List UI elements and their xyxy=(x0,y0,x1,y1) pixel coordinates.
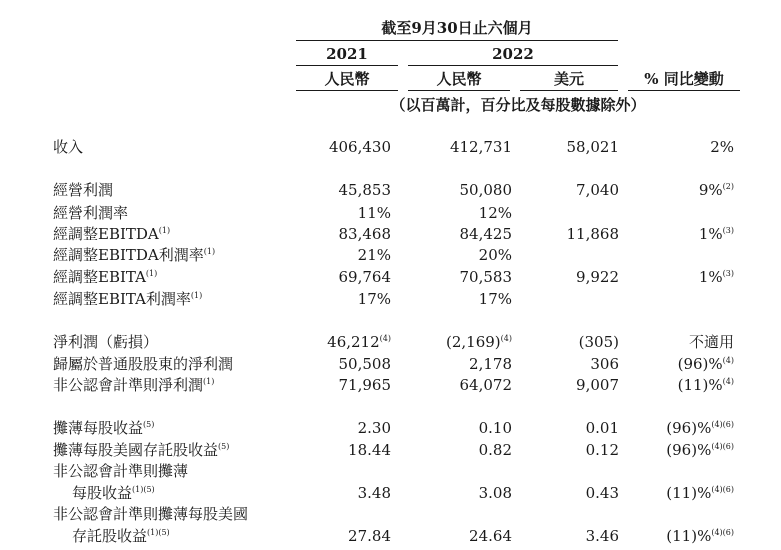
row-label xyxy=(53,376,214,394)
year-2022-header: 2022 xyxy=(492,45,534,63)
row-label-text: 存託股收益 xyxy=(72,527,148,545)
value-yoy-change xyxy=(699,225,734,243)
row-label xyxy=(53,462,188,480)
row-label-text: 收入 xyxy=(53,138,84,156)
value-2022-rmb xyxy=(469,355,512,373)
row-label xyxy=(53,246,215,264)
row-label-text: 經調整EBITDA xyxy=(53,225,159,243)
period-header: 截至9月30日止六個月 xyxy=(381,19,533,37)
value-2021-rmb xyxy=(339,225,392,243)
value-2021-rmb-footnote: (4) xyxy=(379,334,391,343)
value-yoy-change-footnote: (4)(6) xyxy=(711,485,734,494)
value-2022-usd xyxy=(586,441,619,459)
value-2022-usd-text: 0.01 xyxy=(585,419,619,437)
row-label-footnote: (1)(5) xyxy=(132,485,155,494)
value-yoy-change-footnote: (2) xyxy=(722,182,734,191)
value-2022-rmb xyxy=(446,333,512,351)
row-label-text: 攤薄每股收益 xyxy=(53,419,144,437)
period-rule xyxy=(296,40,618,41)
row-label-footnote: (5) xyxy=(143,420,155,429)
value-2022-rmb-text: 64,072 xyxy=(459,376,512,394)
value-2022-usd xyxy=(576,376,619,394)
value-2021-rmb-text: 69,764 xyxy=(338,268,391,286)
row-label-footnote: (5) xyxy=(218,442,230,451)
col-rmb-2022-rule xyxy=(408,90,510,91)
row-label xyxy=(53,419,154,437)
value-yoy-change xyxy=(699,181,734,199)
value-2022-rmb-text: 0.10 xyxy=(478,419,512,437)
value-2022-rmb xyxy=(479,484,512,502)
value-yoy-change-footnote: (3) xyxy=(722,226,734,235)
col-yoy-rule xyxy=(628,90,740,91)
value-yoy-change-text: (96)% xyxy=(666,441,712,459)
row-label-footnote: (1) xyxy=(158,226,171,235)
value-yoy-change-footnote: (3) xyxy=(722,269,734,278)
value-yoy-change xyxy=(678,355,734,373)
value-2021-rmb-text: 18.44 xyxy=(348,441,391,459)
year-2021-header: 2021 xyxy=(326,45,368,63)
value-2022-usd-text: 306 xyxy=(590,355,619,373)
value-yoy-change-footnote: (4) xyxy=(722,377,734,386)
value-2022-usd-text: 0.43 xyxy=(585,484,619,502)
col-rmb-2021-rule xyxy=(296,90,398,91)
value-2022-rmb-text: 12% xyxy=(478,204,512,222)
row-label-footnote: (1) xyxy=(203,247,216,256)
row-label-text: 經營利潤 xyxy=(53,181,114,199)
value-2021-rmb xyxy=(358,204,391,222)
value-2022-rmb xyxy=(479,441,512,459)
value-yoy-change-text: 1% xyxy=(698,268,723,286)
row-label-footnote: (1) xyxy=(203,377,215,386)
value-yoy-change-text: (96)% xyxy=(677,355,723,373)
row-label xyxy=(72,484,155,502)
value-2021-rmb xyxy=(339,181,392,199)
value-2022-rmb xyxy=(479,246,512,264)
value-2021-rmb-text: 406,430 xyxy=(328,138,391,156)
row-label-text: 經營利潤率 xyxy=(53,204,129,222)
value-2022-rmb xyxy=(460,181,513,199)
value-2021-rmb xyxy=(339,268,392,286)
value-2022-rmb-footnote: (4) xyxy=(500,334,512,343)
col-rmb-2021: 人民幣 xyxy=(324,70,370,88)
value-yoy-change xyxy=(689,333,734,351)
row-label xyxy=(72,527,170,545)
value-yoy-change-footnote: (4)(6) xyxy=(711,528,734,537)
value-2022-usd-text: 9,007 xyxy=(576,376,619,394)
value-2021-rmb xyxy=(358,419,391,437)
value-2021-rmb xyxy=(358,484,391,502)
value-2022-rmb xyxy=(460,268,513,286)
value-2021-rmb xyxy=(348,441,391,459)
value-2021-rmb-text: 46,212 xyxy=(327,333,380,351)
value-2021-rmb xyxy=(339,376,392,394)
row-label-text: 經調整EBITA利潤率 xyxy=(53,290,191,308)
row-label xyxy=(53,290,202,308)
value-2022-usd xyxy=(567,225,620,243)
value-2021-rmb-text: 3.48 xyxy=(357,484,391,502)
value-2021-rmb xyxy=(329,138,391,156)
value-2021-rmb-text: 45,853 xyxy=(338,181,391,199)
value-2021-rmb-text: 50,508 xyxy=(338,355,391,373)
value-yoy-change-footnote: (4)(6) xyxy=(711,442,734,451)
row-label-text: 攤薄每股美國存託股收益 xyxy=(53,441,219,459)
value-2022-rmb-text: 84,425 xyxy=(459,225,512,243)
row-label-footnote: (1) xyxy=(145,269,158,278)
value-2022-rmb-text: (2,169) xyxy=(446,333,501,351)
value-2022-rmb-text: 17% xyxy=(478,290,512,308)
value-2022-rmb xyxy=(479,204,512,222)
value-yoy-change-text: 9% xyxy=(698,181,723,199)
row-label-text: 每股收益 xyxy=(72,484,133,502)
row-label xyxy=(53,268,157,286)
value-yoy-change-text: (11)% xyxy=(677,376,723,394)
value-yoy-change xyxy=(710,138,734,156)
row-label-text: 淨利潤（虧損） xyxy=(53,333,159,351)
value-2022-usd xyxy=(586,419,619,437)
value-2022-usd xyxy=(576,268,619,286)
value-2021-rmb-text: 21% xyxy=(357,246,391,264)
value-2022-usd-text: 0.12 xyxy=(585,441,619,459)
value-2022-usd xyxy=(586,484,619,502)
value-2021-rmb-text: 27.84 xyxy=(348,527,391,545)
value-2021-rmb xyxy=(327,333,391,351)
row-label-footnote: (1)(5) xyxy=(147,528,170,537)
row-label xyxy=(53,138,83,156)
value-2021-rmb xyxy=(348,527,391,545)
value-2022-rmb xyxy=(469,527,512,545)
value-yoy-change xyxy=(666,484,734,502)
value-yoy-change-footnote: (4) xyxy=(722,356,734,365)
value-yoy-change xyxy=(666,419,734,437)
value-2021-rmb xyxy=(358,290,391,308)
value-yoy-change-text: 2% xyxy=(710,138,734,156)
value-yoy-change xyxy=(666,527,734,545)
value-yoy-change-text: 不適用 xyxy=(688,333,734,351)
value-2022-usd xyxy=(590,355,619,373)
row-label-text: 非公認會計準則攤薄 xyxy=(53,462,189,480)
row-label xyxy=(53,225,170,243)
col-usd-rule xyxy=(520,90,618,91)
col-yoy: % 同比變動 xyxy=(644,70,724,88)
value-2021-rmb-text: 17% xyxy=(357,290,391,308)
value-2021-rmb xyxy=(358,246,391,264)
row-label xyxy=(53,181,113,199)
col-rmb-2022: 人民幣 xyxy=(436,70,482,88)
year-2022-rule xyxy=(408,65,618,66)
units-note: （以百萬計，百分比及每股數據除外） xyxy=(390,96,646,114)
value-2022-usd-text: 3.46 xyxy=(585,527,619,545)
value-yoy-change xyxy=(678,376,734,394)
value-2022-rmb-text: 2,178 xyxy=(469,355,512,373)
value-2021-rmb xyxy=(339,355,392,373)
value-2022-usd-text: 58,021 xyxy=(566,138,619,156)
value-2022-usd-text: (305) xyxy=(578,333,619,351)
value-2022-rmb-text: 20% xyxy=(478,246,512,264)
value-2021-rmb-text: 83,468 xyxy=(338,225,391,243)
row-label-text: 經調整EBITDA利潤率 xyxy=(53,246,204,264)
value-2021-rmb-text: 2.30 xyxy=(357,419,391,437)
row-label-text: 經調整EBITA xyxy=(53,268,146,286)
value-2022-usd xyxy=(579,333,619,351)
value-2022-rmb xyxy=(450,138,512,156)
value-yoy-change-text: (11)% xyxy=(666,527,712,545)
value-2022-rmb xyxy=(479,419,512,437)
row-label-footnote: (1) xyxy=(190,291,203,300)
value-2022-usd xyxy=(576,181,619,199)
value-2021-rmb-text: 71,965 xyxy=(338,376,391,394)
value-2022-rmb-text: 0.82 xyxy=(478,441,512,459)
row-label-text: 歸屬於普通股股東的淨利潤 xyxy=(53,355,234,373)
value-yoy-change-footnote: (4)(6) xyxy=(711,420,734,429)
value-2021-rmb-text: 11% xyxy=(357,204,391,222)
value-yoy-change xyxy=(666,441,734,459)
value-2022-usd xyxy=(567,138,620,156)
value-2022-usd-text: 9,922 xyxy=(576,268,619,286)
row-label xyxy=(53,204,128,222)
row-label xyxy=(53,441,229,459)
row-label xyxy=(53,505,248,523)
value-2022-rmb-text: 412,731 xyxy=(449,138,512,156)
value-2022-rmb xyxy=(460,225,513,243)
value-yoy-change xyxy=(699,268,734,286)
value-yoy-change-text: (11)% xyxy=(666,484,712,502)
row-label-text: 非公認會計準則攤薄每股美國 xyxy=(53,505,249,523)
row-label xyxy=(53,333,158,351)
value-2022-usd-text: 11,868 xyxy=(566,225,619,243)
value-2022-rmb xyxy=(460,376,513,394)
value-2022-rmb-text: 70,583 xyxy=(459,268,512,286)
row-label-text: 非公認會計準則淨利潤 xyxy=(53,376,204,394)
value-yoy-change-text: 1% xyxy=(698,225,723,243)
value-2022-usd-text: 7,040 xyxy=(576,181,619,199)
value-2022-usd xyxy=(586,527,619,545)
year-2021-rule xyxy=(296,65,398,66)
value-2022-rmb-text: 24.64 xyxy=(469,527,512,545)
value-2022-rmb xyxy=(479,290,512,308)
value-2022-rmb-text: 3.08 xyxy=(478,484,512,502)
value-2022-rmb-text: 50,080 xyxy=(459,181,512,199)
value-yoy-change-text: (96)% xyxy=(666,419,712,437)
col-usd: 美元 xyxy=(553,70,584,88)
row-label xyxy=(53,355,233,373)
